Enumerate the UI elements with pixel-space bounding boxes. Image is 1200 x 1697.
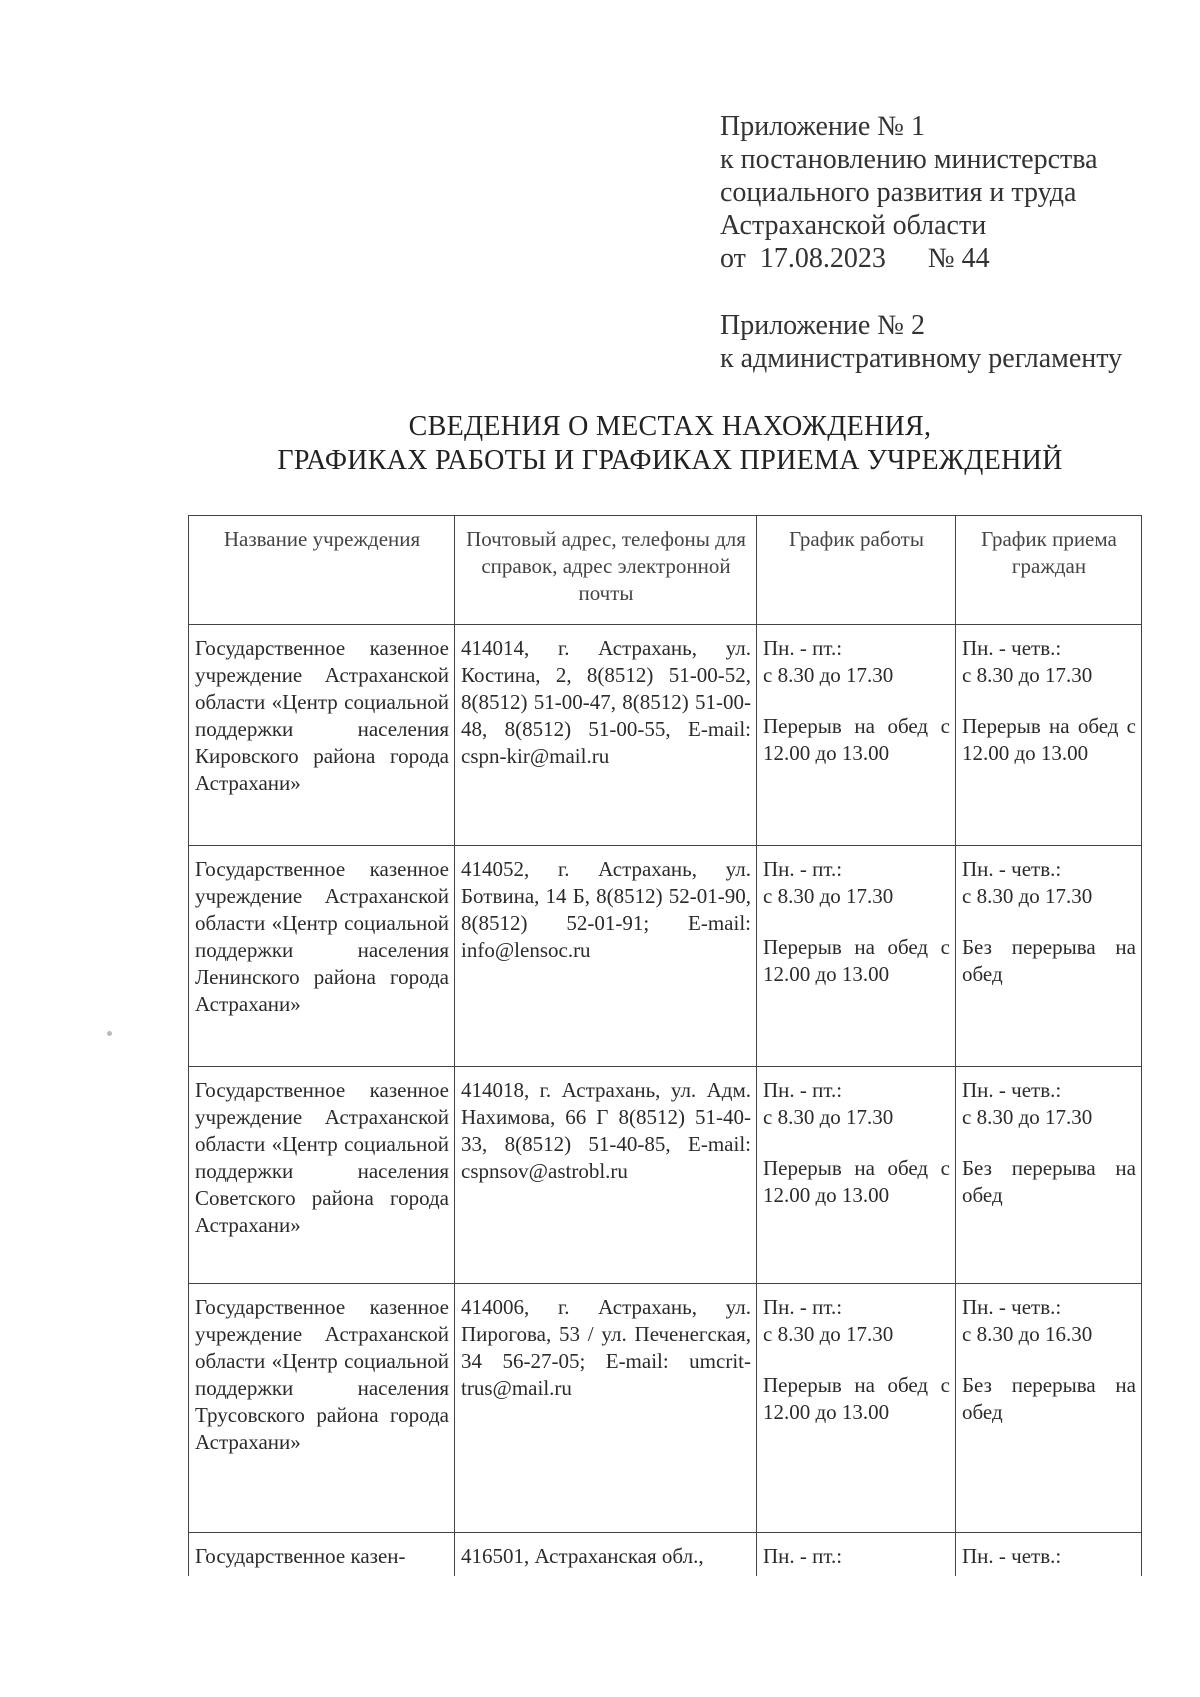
table-row (189, 1284, 1142, 1533)
reception-hours: с 8.30 до 17.30 (962, 663, 1093, 687)
work-schedule-cell (757, 1284, 956, 1533)
work-days: Пн. - пт.: (763, 636, 843, 660)
cell-spacer (962, 689, 1136, 713)
reception-schedule-cell (956, 625, 1142, 846)
work-days: Пн. - пт.: (763, 857, 843, 881)
reception-hours: с 8.30 до 17.30 (962, 884, 1093, 908)
work-break: Перерыв на обед с 12.00 до 13.00 (763, 935, 950, 986)
header-address-contacts: Почтовый адрес, телефоны для справок, адрес электронной почты (455, 516, 757, 625)
table-row (189, 846, 1142, 1067)
institution-name-cell: Государственное казенное учреждение Астраханской области «Центр социальной поддержки населения Трусовского района города Астрахани» (189, 1284, 455, 1533)
address-cell: 416501, Астраханская обл., (455, 1533, 757, 1577)
work-days: Пн. - пт.: (763, 1544, 843, 1568)
work-hours: с 8.30 до 17.30 (763, 1105, 894, 1129)
appendix-line-2: к постановлению министерства (720, 144, 1098, 175)
appendix2-line-1: Приложение № 2 (720, 310, 925, 341)
institution-name-cell: Государственное казенное учреждение Астраханской области «Центр социальной поддержки населения Ленинского района города Астрахани» (189, 846, 455, 1067)
scan-artifact-dot (107, 1031, 112, 1036)
appendix2-line-2: к административному регламенту (720, 343, 1123, 374)
document-title-line-1: СВЕДЕНИЯ О МЕСТАХ НАХОЖДЕНИЯ, (408, 411, 932, 442)
work-break: Перерыв на обед с 12.00 до 13.00 (763, 1156, 950, 1207)
reception-days: Пн. - четв.: (962, 636, 1062, 660)
cell-spacer (962, 1131, 1136, 1155)
address-cell: 414006, г. Астрахань, ул. Пирогова, 53 / ул. Печенегская, 34 56-27-05; E-mail: umcrit-trus@mail.ru (455, 1284, 757, 1533)
institution-name-cell: Государственное казенное учреждение Астраханской области «Центр социальной поддержки населения Кировского района города Астрахани» (189, 625, 455, 846)
work-hours: с 8.30 до 17.30 (763, 663, 894, 687)
reception-days: Пн. - четв.: (962, 1078, 1062, 1102)
reception-days: Пн. - четв.: (962, 1544, 1062, 1568)
appendix-line-3: социального развития и труда (720, 177, 1077, 208)
document-title (190, 410, 1150, 478)
reception-days: Пн. - четв.: (962, 1295, 1062, 1319)
appendix-line-5: от 17.08.2023 № 44 (720, 243, 990, 274)
cell-spacer (763, 689, 950, 713)
reception-break: Без перерыва на обед (962, 1373, 1136, 1424)
cell-spacer (962, 910, 1136, 934)
reception-days: Пн. - четв.: (962, 857, 1062, 881)
header-reception-schedule: График приема граждан (956, 516, 1142, 625)
appendix-block (720, 110, 1122, 375)
work-days: Пн. - пт.: (763, 1295, 843, 1319)
table-header-row (189, 516, 1142, 625)
appendix-spacer (720, 275, 1122, 309)
header-institution-name: Название учреждения (189, 516, 455, 625)
reception-break: Без перерыва на обед (962, 1156, 1136, 1207)
reception-break: Перерыв на обед с 12.00 до 13.00 (962, 714, 1136, 765)
appendix-line-4: Астраханской области (720, 210, 987, 241)
work-schedule-cell (757, 1067, 956, 1284)
institution-name-cell: Государственное казен- (189, 1533, 455, 1577)
institution-name-cell: Государственное казенное учреждение Астраханской области «Центр социальной поддержки населения Советского района города Астрахани» (189, 1067, 455, 1284)
reception-hours: с 8.30 до 16.30 (962, 1322, 1093, 1346)
cell-spacer (763, 910, 950, 934)
reception-schedule-cell (956, 846, 1142, 1067)
work-schedule-cell (757, 846, 956, 1067)
document-title-line-2: ГРАФИКАХ РАБОТЫ И ГРАФИКАХ ПРИЕМА УЧРЕЖДЕНИЙ (277, 445, 1063, 476)
table-row (189, 1067, 1142, 1284)
work-break: Перерыв на обед с 12.00 до 13.00 (763, 1373, 950, 1424)
appendix-line-1: Приложение № 1 (720, 111, 925, 142)
header-work-schedule: График работы (757, 516, 956, 625)
reception-hours: с 8.30 до 17.30 (962, 1105, 1093, 1129)
work-hours: с 8.30 до 17.30 (763, 1322, 894, 1346)
cell-spacer (962, 1348, 1136, 1372)
reception-break: Без перерыва на обед (962, 935, 1136, 986)
address-cell: 414014, г. Астрахань, ул. Костина, 2, 8(8512) 51-00-52, 8(8512) 51-00-47, 8(8512) 51-00-48, 8(8512) 51-00-55, E-mail: cspn-kir@mail.ru (455, 625, 757, 846)
cell-spacer (763, 1131, 950, 1155)
institutions-table (188, 515, 1142, 1576)
work-schedule-cell (757, 625, 956, 846)
reception-schedule-cell (956, 1067, 1142, 1284)
work-schedule-cell (757, 1533, 956, 1577)
table-row (189, 1533, 1142, 1577)
address-cell: 414052, г. Астрахань, ул. Ботвина, 14 Б, 8(8512) 52-01-90, 8(8512) 52-01-91; E-mail: info@lensoc.ru (455, 846, 757, 1067)
work-hours: с 8.30 до 17.30 (763, 884, 894, 908)
reception-schedule-cell (956, 1533, 1142, 1577)
reception-schedule-cell (956, 1284, 1142, 1533)
cell-spacer (763, 1348, 950, 1372)
table-row (189, 625, 1142, 846)
work-break: Перерыв на обед с 12.00 до 13.00 (763, 714, 950, 765)
work-days: Пн. - пт.: (763, 1078, 843, 1102)
address-cell: 414018, г. Астрахань, ул. Адм. Нахимова, 66 Г 8(8512) 51-40-33, 8(8512) 51-40-85, E-mail: cspnsov@astrobl.ru (455, 1067, 757, 1284)
